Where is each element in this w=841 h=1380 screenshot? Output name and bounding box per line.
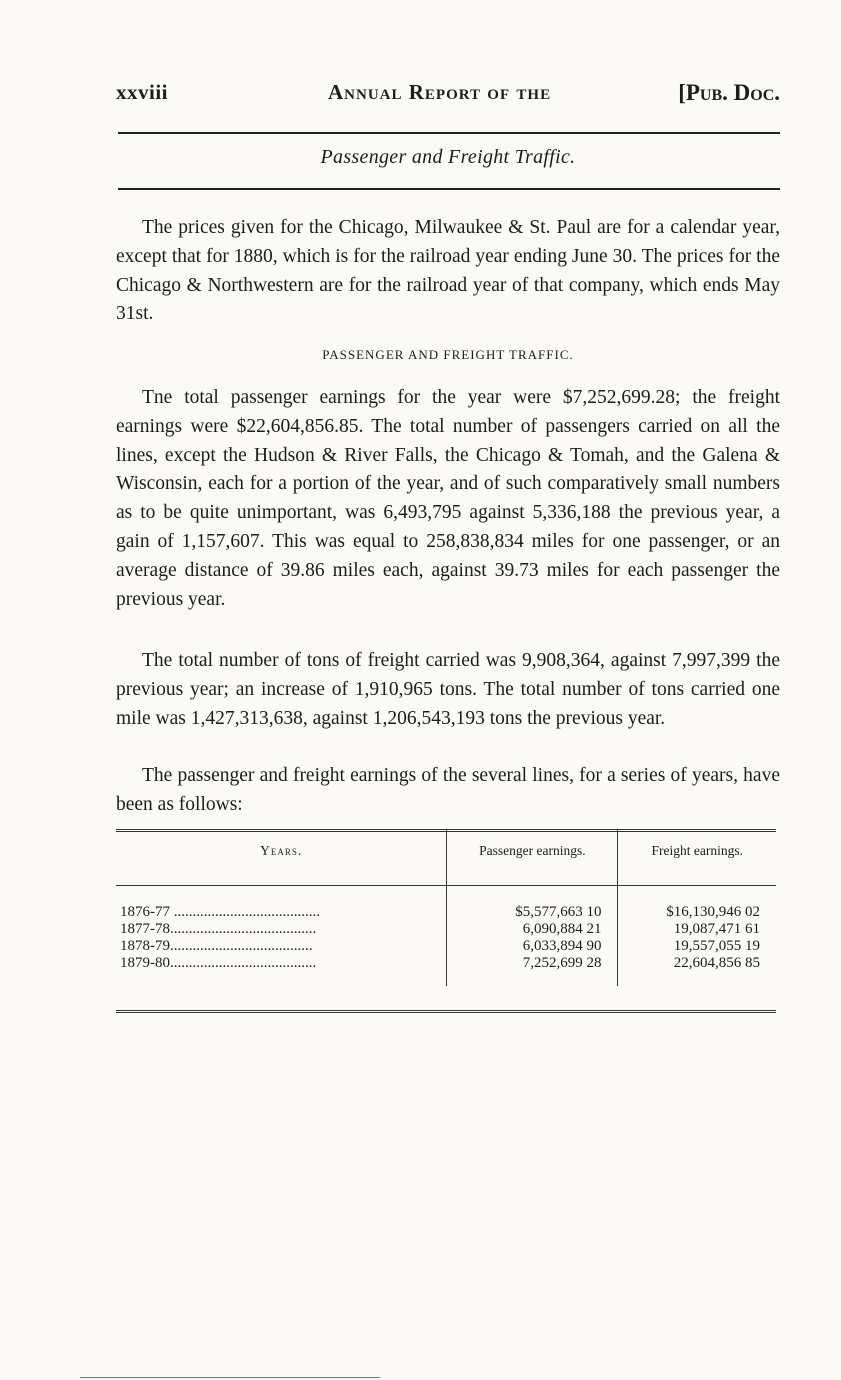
table-header-row xyxy=(116,829,776,886)
table-row xyxy=(116,938,776,955)
leader-dots: ....................................... xyxy=(170,955,317,971)
table-row xyxy=(116,886,776,922)
header-passenger-earnings: Passenger earnings. xyxy=(447,829,618,886)
freight-cell: 19,557,055 19 xyxy=(618,938,776,955)
page-number: xxviii xyxy=(116,80,169,104)
year-cell: 1879-80 xyxy=(120,955,170,971)
year-cell: 1878-79 xyxy=(120,938,170,954)
year-cell: 1876-77 xyxy=(120,904,170,920)
intro-paragraph: The prices given for the Chicago, Milwaukee & St. Paul are for a calendar year, except that for 1880, which is for the railroad year ending June 30. The prices for the Chicago & Northwestern are for the railroad year of that company, which ends May 31st. xyxy=(116,217,780,325)
body-paragraph-tonnage: The total number of tons of freight carried was 9,908,364, against 7,997,399 the previous year; an increase of 1,910,965 tons. The total number of tons carried one mile was 1,427,313,638, against 1,206,543,193 tons the previous year. xyxy=(116,650,780,729)
header-freight-earnings: Freight earnings. xyxy=(618,829,776,886)
passenger-cell: 6,033,894 90 xyxy=(447,938,618,955)
body-paragraph-table-intro: The passenger and freight earnings of the several lines, for a series of years, have been as follows: xyxy=(116,765,780,815)
earnings-table xyxy=(116,829,776,986)
running-title: Annual Report of the xyxy=(328,80,552,104)
section-title: Passenger and Freight Traffic. xyxy=(320,146,576,168)
section-title-rule xyxy=(118,188,780,190)
passenger-cell: 6,090,884 21 xyxy=(447,921,618,938)
table-bottom-rule xyxy=(116,1010,776,1013)
leader-dots: ....................................... xyxy=(170,921,317,937)
table-row xyxy=(116,955,776,986)
passenger-cell: $5,577,663 10 xyxy=(447,886,618,922)
leader-dots: ...................................... xyxy=(170,938,313,954)
freight-cell: 19,087,471 61 xyxy=(618,921,776,938)
passenger-cell: 7,252,699 28 xyxy=(447,955,618,986)
year-cell: 1877-78 xyxy=(120,921,170,937)
freight-cell: $16,130,946 02 xyxy=(618,886,776,922)
subheading: PASSENGER AND FREIGHT TRAFFIC. xyxy=(322,347,574,362)
header-rule xyxy=(118,132,780,134)
table-row xyxy=(116,921,776,938)
freight-cell: 22,604,856 85 xyxy=(618,955,776,986)
leader-dots: ....................................... xyxy=(170,904,320,920)
document-designation: [Pub. Doc. xyxy=(678,80,780,105)
page-edge-line xyxy=(80,1377,380,1378)
running-header xyxy=(116,80,780,110)
header-years: Years. xyxy=(116,829,447,886)
body-paragraph-earnings: Tne total passenger earnings for the year were $7,252,699.28; the freight earnings were $22,604,856.85. The total number of passengers carried on all the lines, except the Hudson & River Falls, the Chicago & Tomah, and the Galena & Wisconsin, each for a portion of the year, and of such comparatively small numbers as to be quite unimportant, was 6,493,795 against 5,336,188 the previous year, a gain of 1,157,607. This was equal to 258,838,834 miles for one passenger, or an average distance of 39.86 miles each, against 39.73 miles for each passenger the previous year. xyxy=(116,387,780,610)
